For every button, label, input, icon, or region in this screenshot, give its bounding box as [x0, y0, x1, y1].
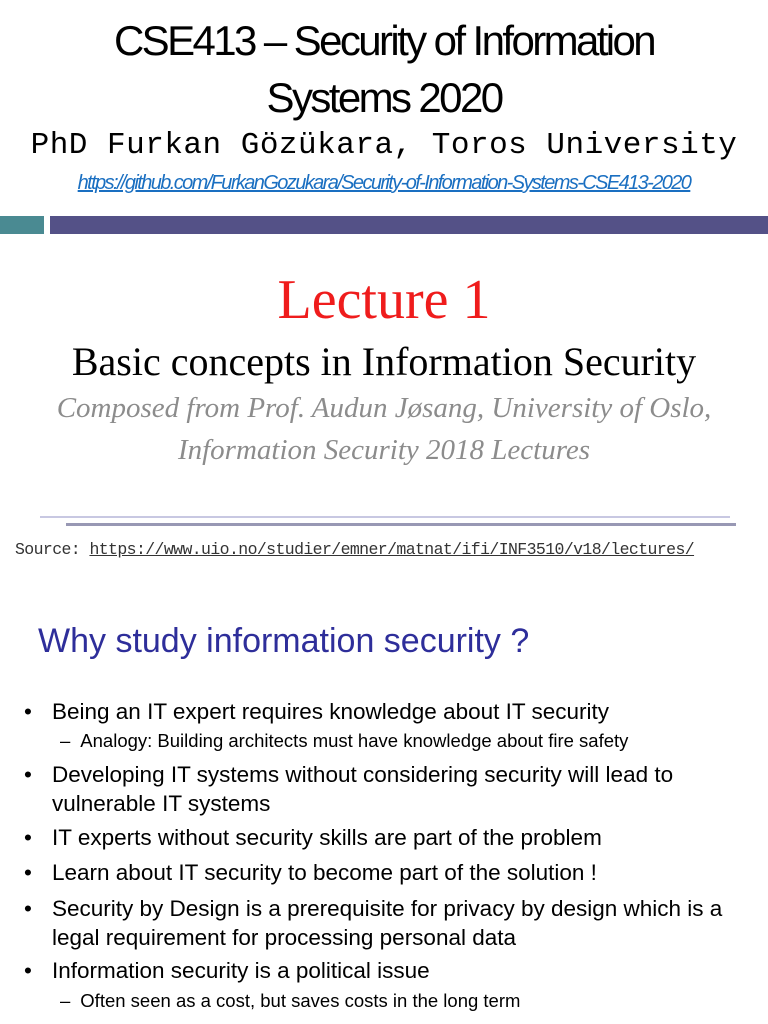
dash-icon: –	[60, 730, 71, 751]
teal-divider-bar	[0, 216, 44, 234]
dash-icon: –	[60, 990, 71, 1011]
bullet-icon: •	[24, 958, 32, 983]
course-title-line1: CSE413 – Security of Information	[113, 17, 655, 64]
author: PhD Furkan Gözükara, Toros University	[30, 128, 738, 163]
bullet-item: • Learn about IT security to become part of the solution !	[24, 860, 597, 885]
lecture-title: Lecture 1	[277, 269, 491, 331]
bullet-icon: •	[24, 896, 32, 921]
course-title-line2: Systems 2020	[266, 74, 502, 121]
bullet-icon: •	[24, 699, 32, 724]
source-link[interactable]: https://www.uio.no/studier/emner/matnat/ifi/INF3510/v18/lectures/	[89, 540, 695, 559]
sub-bullet-item: – Analogy: Building architects must have knowledge about fire safety	[60, 730, 629, 751]
bullet-icon: •	[24, 860, 32, 885]
composed-from-line2: Information Security 2018 Lectures	[177, 434, 591, 466]
bullet-item: • Being an IT expert requires knowledge about IT security	[24, 699, 609, 724]
bullet-item: • Security by Design is a prerequisite for privacy by design which is a legal requirement for processing personal data	[24, 896, 723, 950]
source-label: Source:	[15, 540, 81, 559]
bullet-item: • Developing IT systems without considering security will lead to vulnerable IT systems	[24, 762, 674, 816]
divider-line	[40, 516, 730, 518]
source-line	[15, 540, 694, 559]
divider-line	[66, 523, 736, 526]
bullet-icon: •	[24, 762, 32, 787]
purple-divider-bar	[50, 216, 768, 234]
bullet-item: • IT experts without security skills are part of the problem	[24, 825, 602, 850]
composed-from-line1: Composed from Prof. Audun Jøsang, University of Oslo,	[56, 392, 712, 424]
bullet-icon: •	[24, 825, 32, 850]
github-link[interactable]: https://github.com/FurkanGozukara/Security-of-Information-Systems-CSE413-2020	[77, 172, 691, 194]
bullet-item: • Information security is a political issue	[24, 958, 430, 983]
sub-bullet-item: – Often seen as a cost, but saves costs in the long term	[60, 990, 521, 1011]
slide-heading: Why study information security ?	[38, 622, 530, 660]
lecture-subtitle: Basic concepts in Information Security	[71, 339, 697, 384]
